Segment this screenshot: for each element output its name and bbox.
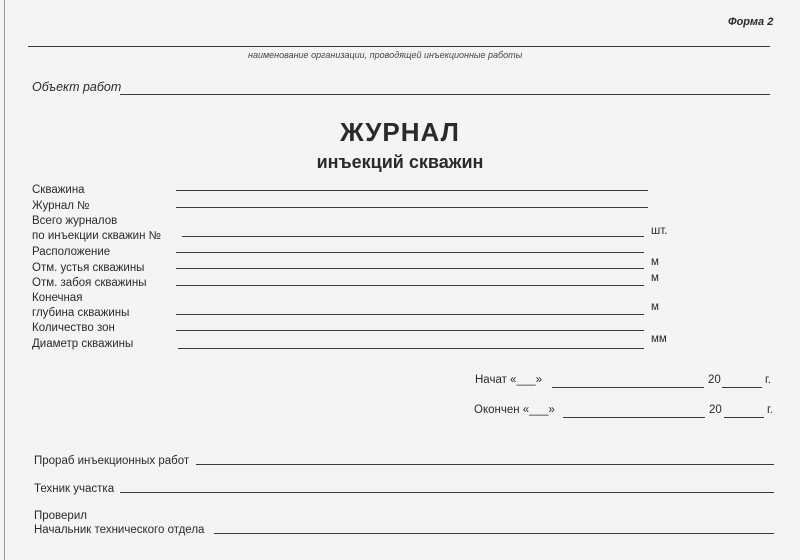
organization-line — [28, 46, 770, 47]
object-line — [120, 94, 770, 95]
finished-year-suffix: г. — [767, 404, 773, 416]
finished-year-prefix: 20 — [709, 404, 722, 416]
head-line — [214, 533, 774, 534]
field-mouth-mark-label: Отм. устья скважины — [32, 262, 145, 274]
started-year-line — [722, 387, 762, 388]
field-journal-no-line — [176, 207, 648, 208]
object-label: Объект работ — [32, 80, 122, 94]
form-number: Форма 2 — [728, 16, 774, 28]
field-bottom-mark-label: Отм. забоя скважины — [32, 277, 147, 289]
head-label: Начальник технического отдела — [34, 524, 205, 536]
field-well-label: Скважина — [32, 184, 85, 196]
unit-m-depth: м — [651, 301, 659, 313]
technician-label: Техник участка — [34, 483, 115, 495]
field-total-line — [182, 236, 644, 237]
technician-line — [120, 492, 774, 493]
page-left-edge — [4, 0, 5, 560]
finished-year-line — [724, 417, 764, 418]
started-month-line — [552, 387, 704, 388]
field-total-label-2: по инъекции скважин № — [32, 230, 161, 242]
unit-m-mouth: м — [651, 256, 659, 268]
field-final-depth-label-1: Конечная — [32, 292, 83, 304]
journal-subtitle: инъекций скважин — [316, 152, 484, 172]
field-location-label: Расположение — [32, 246, 111, 258]
field-mouth-mark-line — [176, 268, 644, 269]
started-year-prefix: 20 — [708, 374, 721, 386]
unit-m-bottom: м — [651, 272, 659, 284]
field-diameter-line — [178, 348, 644, 349]
field-zones-label: Количество зон — [32, 322, 115, 334]
field-zones-line — [176, 330, 644, 331]
field-bottom-mark-line — [176, 285, 644, 286]
started-year-suffix: г. — [765, 374, 771, 386]
field-location-line — [176, 252, 644, 253]
finished-month-line — [563, 417, 705, 418]
unit-pcs: шт. — [651, 225, 668, 237]
foreman-line — [196, 464, 774, 465]
field-final-depth-label-2: глубина скважины — [32, 307, 130, 319]
finished-label: Окончен «___» — [474, 404, 555, 416]
unit-mm: мм — [651, 333, 667, 345]
started-label: Начат «___» — [475, 374, 543, 386]
journal-title: ЖУРНАЛ — [340, 117, 460, 147]
field-diameter-label: Диаметр скважины — [32, 338, 134, 350]
checked-label: Проверил — [34, 510, 87, 522]
field-final-depth-line — [176, 314, 644, 315]
field-journal-no-label: Журнал № — [32, 200, 90, 212]
organization-caption: наименование организации, проводящей инъекционные работы — [248, 50, 523, 60]
field-well-line — [176, 190, 648, 191]
field-total-label-1: Всего журналов — [32, 215, 118, 227]
foreman-label: Прораб инъекционных работ — [34, 455, 190, 467]
